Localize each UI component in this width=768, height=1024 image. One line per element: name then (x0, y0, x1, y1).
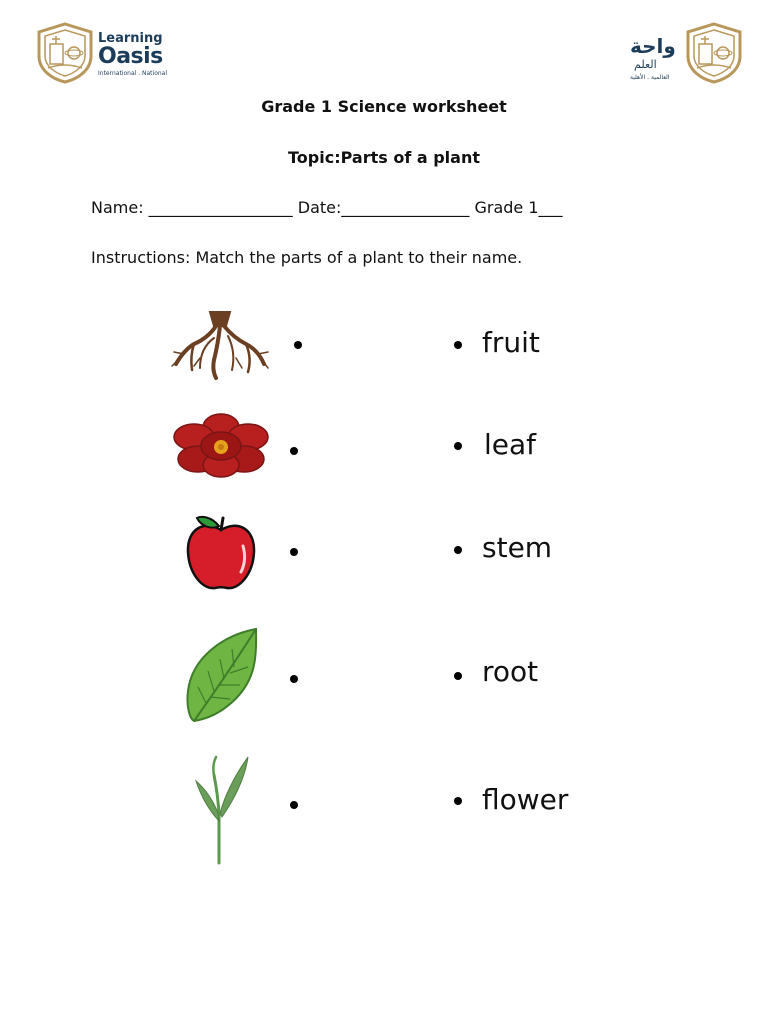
word-flower: flower (482, 783, 569, 816)
logo-text-learning: Learning (98, 31, 163, 46)
stem-icon (192, 755, 250, 865)
crest-icon (685, 22, 743, 84)
match-dot-left-2[interactable] (290, 447, 298, 455)
wahat-alilm-logo (628, 22, 743, 86)
logo-arabic-title: واحة (630, 34, 676, 58)
learning-oasis-logo (36, 22, 171, 86)
instructions: Instructions: Match the parts of a plant to their name. (91, 248, 523, 267)
word-root: root (482, 655, 539, 688)
match-dot-right-3[interactable] (454, 546, 462, 554)
match-dot-right-5[interactable] (454, 797, 462, 805)
word-stem: stem (482, 531, 553, 564)
match-dot-right-2[interactable] (454, 442, 462, 450)
flower-icon (172, 413, 270, 479)
logo-text-oasis: Oasis (98, 44, 163, 69)
crest-icon (36, 22, 94, 84)
apple-fruit-icon (185, 512, 257, 592)
match-dot-right-4[interactable] (454, 672, 462, 680)
word-fruit: fruit (482, 326, 540, 359)
match-dot-left-1[interactable] (294, 341, 302, 349)
roots-icon (170, 308, 270, 380)
leaf-icon (184, 625, 260, 723)
logo-text-subtitle: International . National (98, 70, 168, 77)
match-dot-left-5[interactable] (290, 801, 298, 809)
match-dot-left-3[interactable] (290, 548, 298, 556)
match-dot-right-1[interactable] (454, 341, 462, 349)
worksheet-title: Grade 1 Science worksheet (261, 97, 507, 116)
logo-arabic-tagline: العالمية . الأهلية (630, 74, 670, 81)
name-date-grade-line: Name: __________________ Date:________________ Grade 1___ (91, 198, 563, 217)
match-dot-left-4[interactable] (290, 675, 298, 683)
logo-arabic-subtitle: العلم (634, 58, 657, 71)
word-leaf: leaf (484, 428, 537, 461)
worksheet-topic: Topic:Parts of a plant (288, 148, 480, 167)
